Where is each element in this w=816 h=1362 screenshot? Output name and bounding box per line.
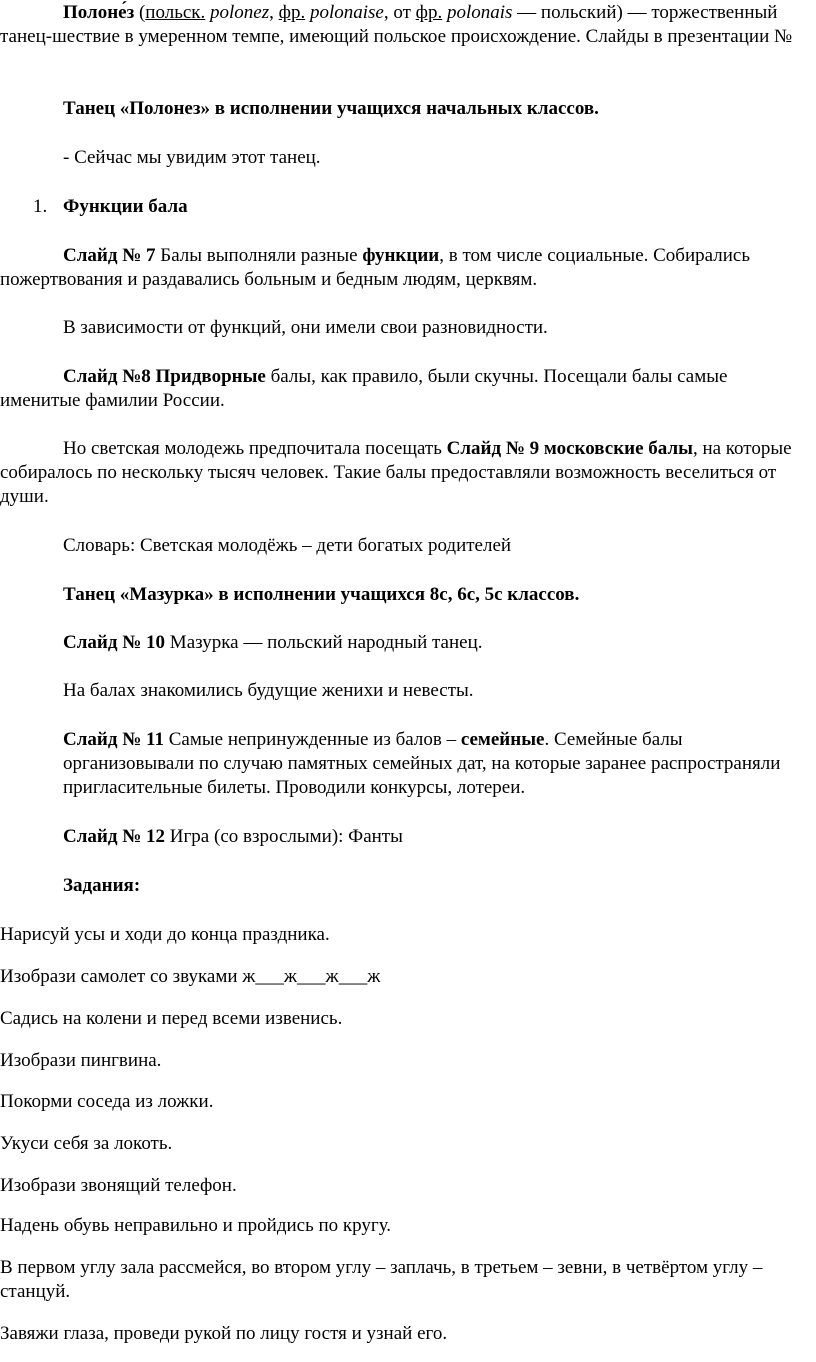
task-item: Изобрази самолет со звуками ж___ж___ж___ж — [0, 966, 381, 987]
slide11-text-b: . Семейные балы организовывали по случаю памятных семейных дат, на которые заранее распространяли пригласительные билеты. Проводили конкурсы, лотереи. — [63, 729, 781, 798]
slide10-label: Слайд № 10 — [63, 632, 166, 653]
slide8-label: Слайд №8 Придворные — [63, 366, 266, 387]
slide7-label: Слайд № 7 — [63, 245, 156, 266]
now-see-line: - Сейчас мы увидим этот танец. — [63, 147, 321, 168]
intro-sep2: , от — [383, 2, 416, 23]
task-item: В первом углу зала рассмейся, во втором углу – заплачь, в третьем – зевни, в четвёртом углу – станцуй. — [0, 1257, 763, 1302]
tasks-heading-text: Задания: — [63, 875, 141, 896]
slide11-bold: семейные — [460, 729, 545, 750]
slide7-bold: функции — [362, 245, 440, 266]
intro-paren: ( — [134, 2, 146, 23]
dance2-heading — [63, 583, 812, 607]
slide8-text: балы, как правило, были скучны. Посещали балы самые именитые фамилии России. — [0, 366, 728, 411]
slide10-text: Мазурка — польский народный танец. — [165, 632, 483, 653]
lang-link-french-2[interactable]: фр. — [415, 2, 443, 23]
slide12-label: Слайд № 12 — [63, 826, 166, 847]
slide9-label: Слайд № 9 московские балы — [446, 438, 693, 459]
slide10-line — [63, 631, 812, 655]
task-item: Покорми соседа из ложки. — [0, 1091, 214, 1112]
slide12-line — [63, 825, 812, 849]
task-item: Изобрази пингвина. — [0, 1050, 162, 1071]
lang-link-polish[interactable]: польск. — [145, 2, 206, 23]
slide7-text-b: , в том числе социальные. Собирались пожертвования и раздавались больным и бедным людям, церквям. — [0, 245, 750, 290]
task-item: Нарисуй усы и ходи до конца праздника. — [0, 924, 330, 945]
slide9-text-a: Но светская молодежь предпочитала посещать — [63, 438, 447, 459]
word-polonais: polonais — [446, 2, 513, 23]
slide7-paragraph — [0, 244, 812, 292]
dance2-text: Танец «Мазурка» в исполнении учащихся 8с, 6с, 5с классов. — [63, 584, 580, 605]
slide11-label: Слайд № 11 — [63, 729, 164, 750]
task-item: Завяжи глаза, проведи рукой по лицу гостя и узнай его. — [0, 1323, 448, 1344]
slide12-text: Игра (со взрослыми): Фанты — [165, 826, 403, 847]
intro-paragraph — [0, 1, 812, 49]
depending-line: В зависимости от функций, они имели свои разновидности. — [63, 317, 548, 338]
section1-title: Функции бала — [63, 196, 188, 217]
slide9-text-b: , на которые собиралось по нескольку тысяч человек. Такие балы предоставляли возможность веселиться от души. — [0, 438, 792, 507]
intro-title: Полоне́з — [63, 2, 135, 23]
tasks-heading — [63, 874, 812, 898]
task-item: Надень обувь неправильно и пройдись по кругу. — [0, 1215, 392, 1236]
task-item: Садись на колени и перед всеми извенись. — [0, 1008, 343, 1029]
slide9-paragraph — [0, 437, 812, 509]
slide8-paragraph — [0, 365, 812, 413]
intro-sep1: , — [269, 2, 279, 23]
dictionary-line: Словарь: Светская молодёжь – дети богатых родителей — [63, 535, 512, 556]
task-item: Изобрази звонящий телефон. — [0, 1175, 237, 1196]
slide7-text-a: Балы выполняли разные — [155, 245, 363, 266]
dance1-text: Танец «Полонез» в исполнении учащихся начальных классов. — [63, 98, 599, 119]
word-polonaise: polonaise — [309, 2, 384, 23]
section1-number: 1. — [33, 196, 48, 217]
lang-link-french-1[interactable]: фр. — [278, 2, 306, 23]
slide11-text-a: Самые непринужденные из балов – — [163, 729, 461, 750]
intro-rest: — польский) — торжественный танец-шествие в умеренном темпе, имеющий польское происхождение. Слайды в презентации № — [0, 2, 793, 47]
dance1-heading — [63, 97, 812, 121]
slide11-paragraph — [63, 728, 812, 800]
word-polonez: polonez — [210, 2, 270, 23]
task-item: Укуси себя за локоть. — [0, 1133, 173, 1154]
engagement-line: На балах знакомились будущие женихи и невесты. — [63, 680, 474, 701]
